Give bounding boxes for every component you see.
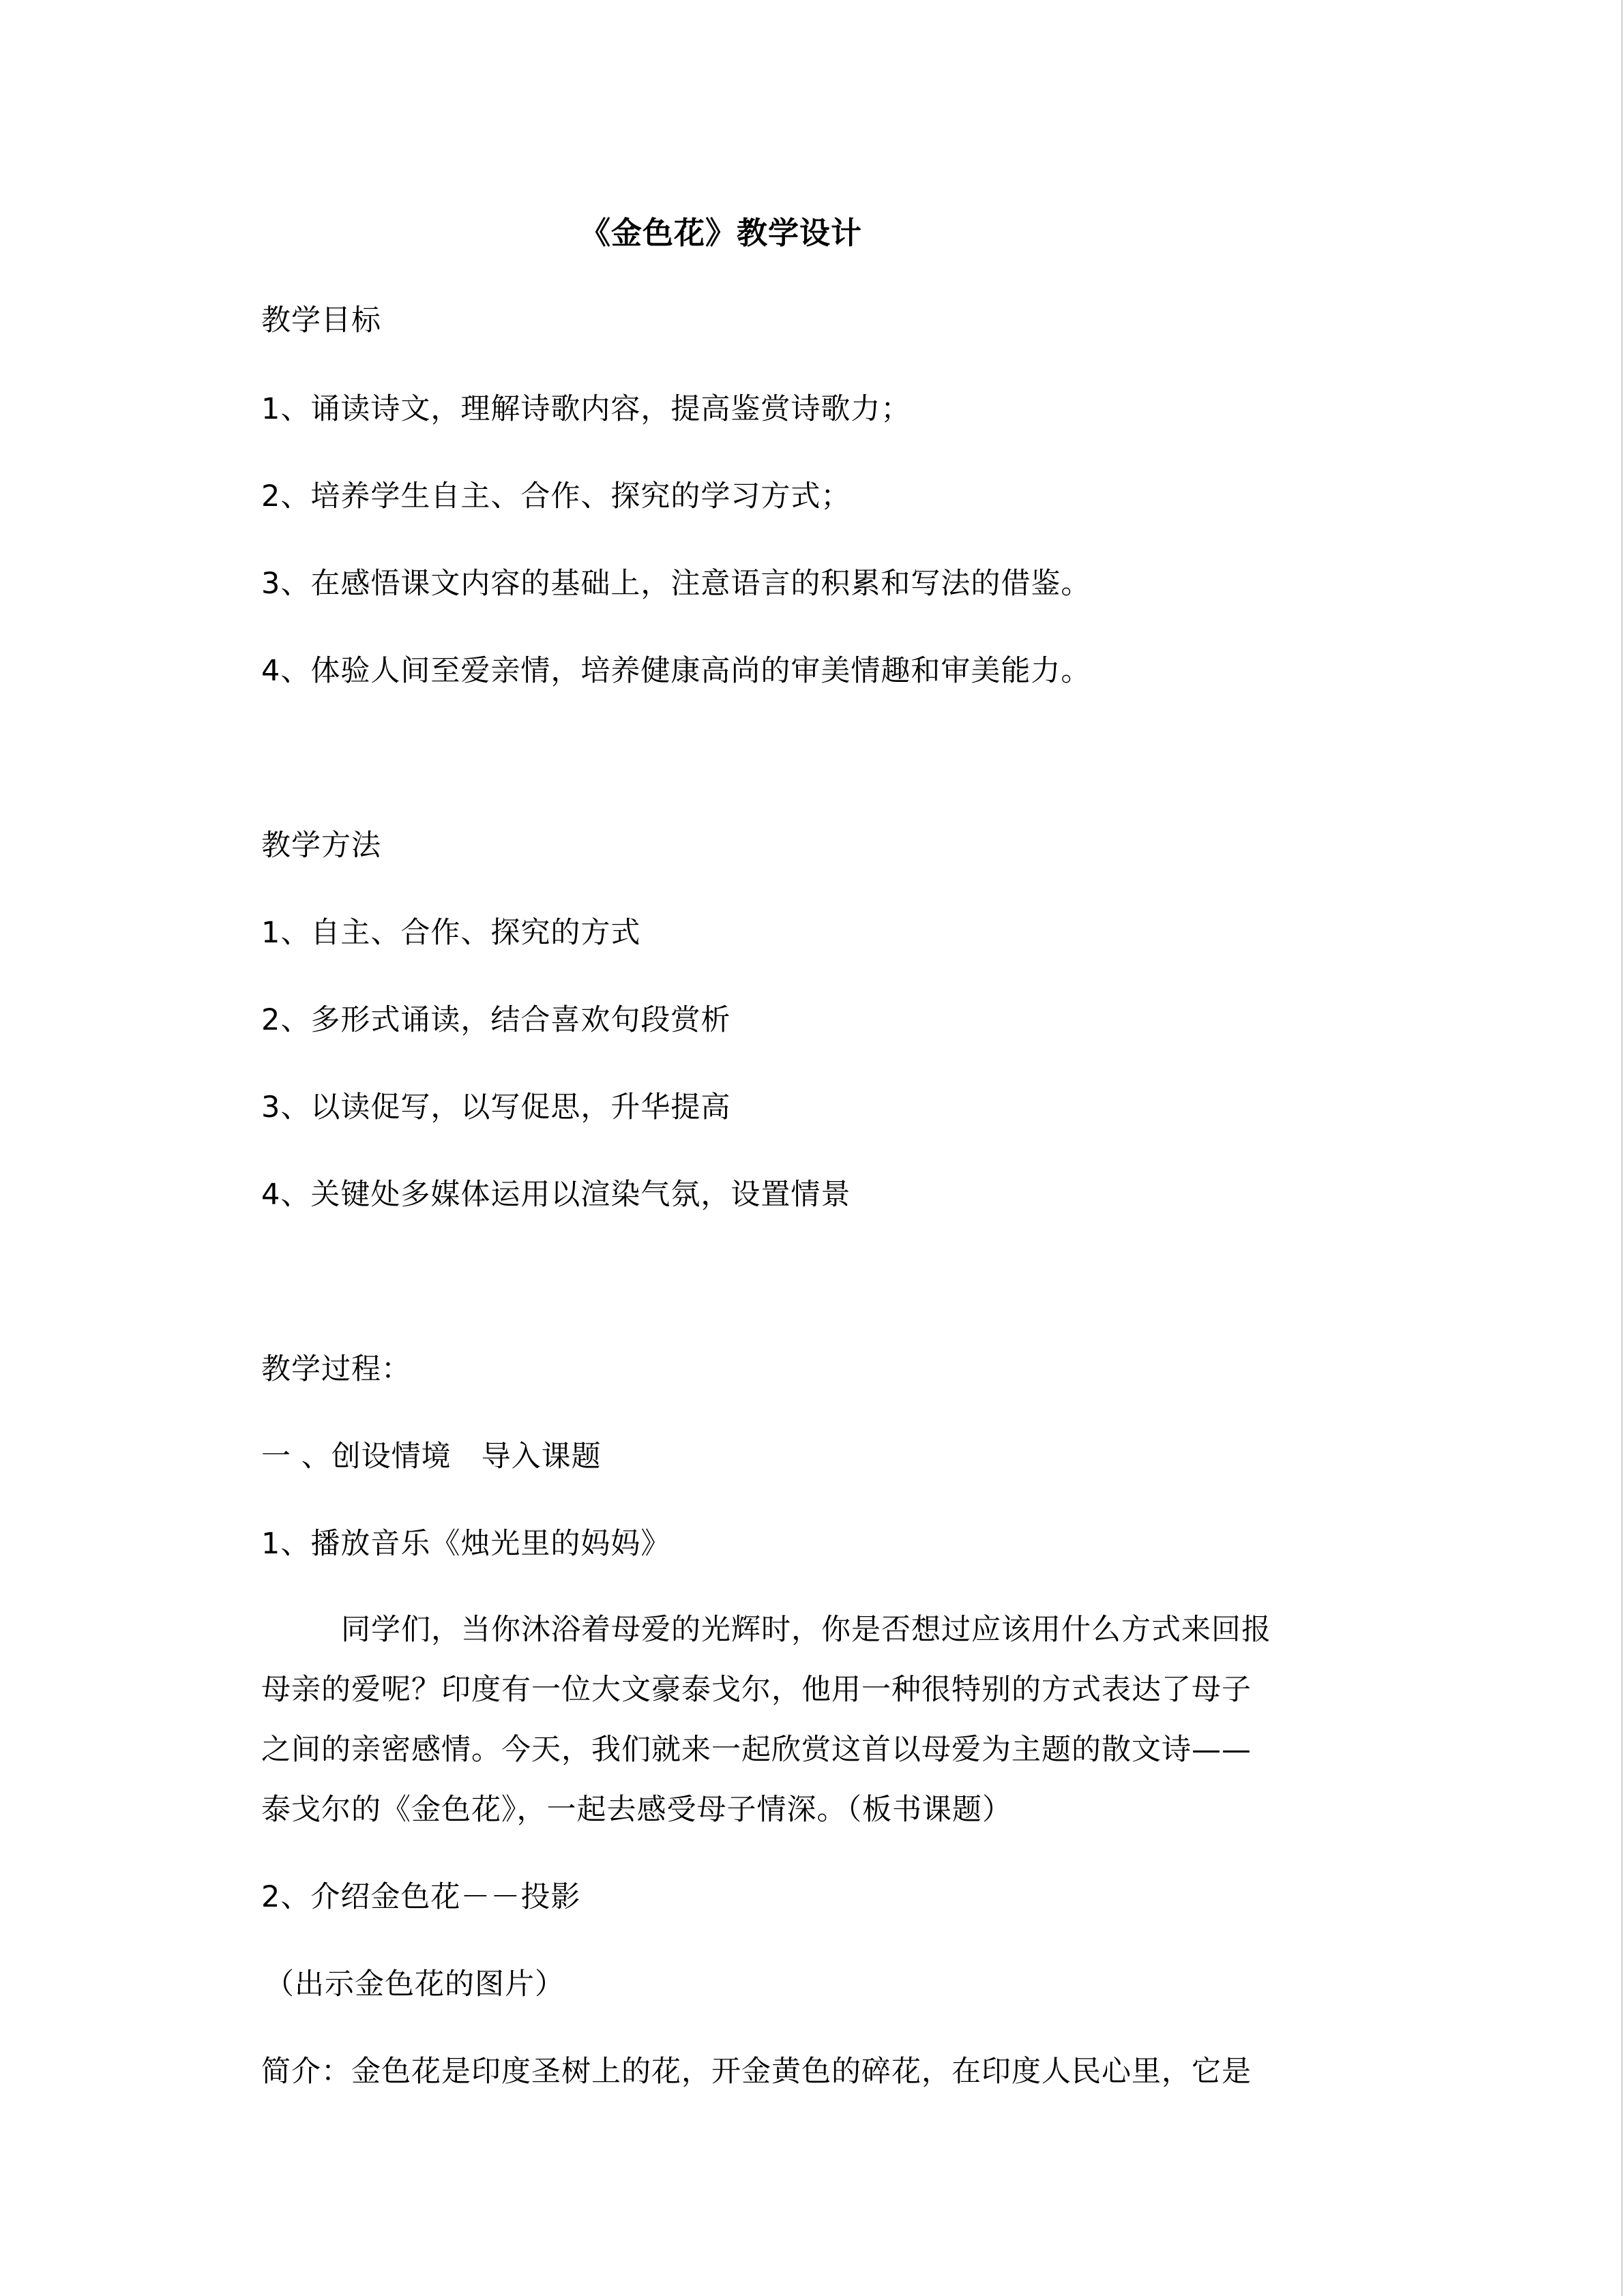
flower-intro: 简介：金色花是印度圣树上的花，开金黄色的碎花，在印度人民心里，它是 bbox=[261, 2055, 1252, 2089]
goal-item-1: 1、诵读诗文，理解诗歌内容，提高鉴赏诗歌力； bbox=[261, 392, 911, 426]
process-step-1: 1、播放音乐《烛光里的妈妈》 bbox=[261, 1527, 671, 1561]
goal-item-3: 3、在感悟课文内容的基础上，注意语言的积累和写法的借鉴。 bbox=[261, 567, 1091, 601]
goal-item-4: 4、体验人间至爱亲情，培养健康高尚的审美情趣和审美能力。 bbox=[261, 654, 1091, 688]
process-heading: 教学过程： bbox=[261, 1352, 411, 1386]
paragraph-line-4: 泰戈尔的《金色花》，一起去感受母子情深。（板书课题） bbox=[261, 1793, 1012, 1827]
method-item-4: 4、关键处多媒体运用以渲染气氛，设置情景 bbox=[261, 1178, 851, 1212]
method-item-1: 1、自主、合作、探究的方式 bbox=[261, 916, 641, 950]
methods-heading: 教学方法 bbox=[261, 829, 381, 863]
process-step-2: 2、介绍金色花－－投影 bbox=[261, 1880, 581, 1914]
document-title: 《金色花》教学设计 bbox=[580, 215, 863, 251]
goals-heading: 教学目标 bbox=[261, 303, 381, 338]
process-note: （出示金色花的图片） bbox=[265, 1967, 565, 2001]
method-item-2: 2、多形式诵读，结合喜欢句段赏析 bbox=[261, 1003, 731, 1037]
method-item-3: 3、以读促写，以写促思，升华提高 bbox=[261, 1090, 731, 1124]
paragraph-line-2: 母亲的爱呢？印度有一位大文豪泰戈尔，他用一种很特别的方式表达了母子 bbox=[261, 1673, 1252, 1707]
page-edge-line bbox=[1621, 0, 1623, 2296]
goal-item-2: 2、培养学生自主、合作、探究的学习方式； bbox=[261, 479, 851, 513]
paragraph-line-3: 之间的亲密感情。今天，我们就来一起欣赏这首以母爱为主题的散文诗—— bbox=[261, 1733, 1252, 1767]
process-section-1: 一 、创设情境 导入课题 bbox=[261, 1440, 602, 1474]
paragraph-line-1: 同学们，当你沐浴着母爱的光辉时，你是否想过应该用什么方式来回报 bbox=[341, 1613, 1271, 1647]
